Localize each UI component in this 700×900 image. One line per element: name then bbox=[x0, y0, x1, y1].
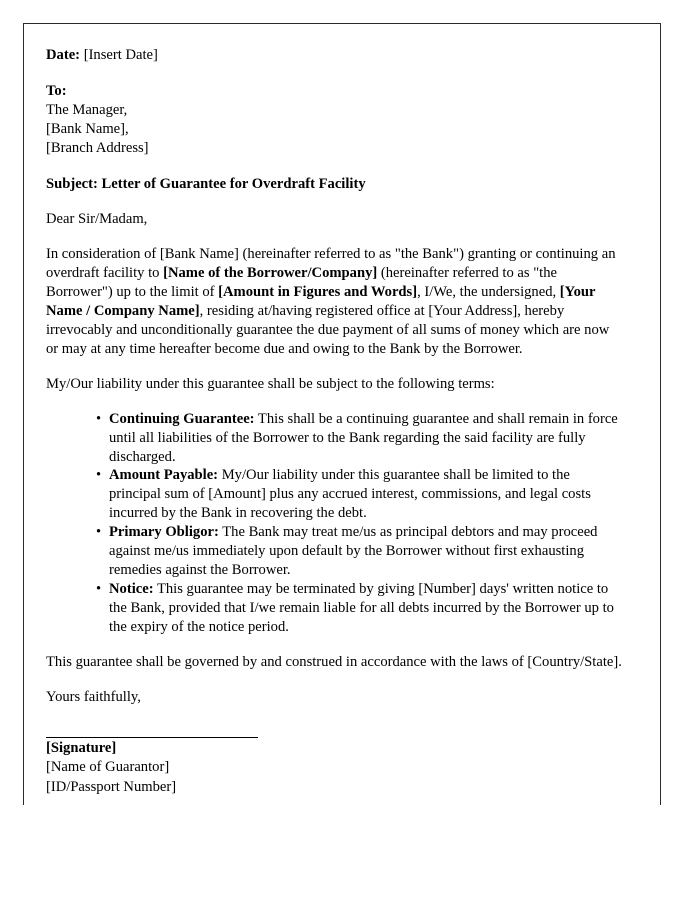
term-text: This guarantee may be terminated by giving [Number] days' written notice to the Bank, provided that I/we remain liable for all debts incurred by the Borrower up to the expiry of the notice period. bbox=[109, 581, 614, 636]
list-item bbox=[46, 523, 623, 580]
closing-line: Yours faithfully, bbox=[46, 689, 141, 706]
term-label: Continuing Guarantee: bbox=[109, 410, 255, 427]
terms-intro: My/Our liability under this guarantee shall be subject to the following terms: bbox=[46, 375, 495, 392]
term-text: This shall be a continuing guarantee and shall remain in force until all liabilities of the Borrower to the Bank regarding the said facility are fully discharged. bbox=[109, 410, 618, 465]
date-value: [Insert Date] bbox=[83, 47, 158, 63]
borrower-name-placeholder: [Name of the Borrower/Company] bbox=[163, 264, 378, 281]
signature-placeholder: [Signature] bbox=[46, 740, 117, 757]
term-label: Notice: bbox=[109, 581, 154, 598]
recipient-line-2: [Bank Name], bbox=[46, 120, 129, 137]
recipient-line-1: The Manager, bbox=[46, 101, 128, 118]
signature-rule bbox=[46, 737, 258, 738]
intro-segment-1: In consideration of [Bank Name] (hereinafter referred to as "the Bank") granting or continuing an overdraft facility to bbox=[46, 245, 616, 281]
bullet-icon: • bbox=[96, 581, 102, 598]
letter-page bbox=[23, 23, 661, 805]
list-item bbox=[46, 466, 623, 523]
date-label: Date: bbox=[46, 47, 81, 63]
recipient-block bbox=[46, 82, 623, 158]
guarantor-name-placeholder: [Your Name / Company Name] bbox=[46, 283, 596, 319]
amount-placeholder: [Amount in Figures and Words] bbox=[218, 283, 418, 300]
bullet-icon: • bbox=[96, 410, 102, 427]
intro-segment-3: , I/We, the undersigned, bbox=[417, 283, 560, 300]
intro-segment-4: , residing at/having registered office at [Your Address], hereby irrevocably and unconditionally guarantee the due payment of all sums of money which are now or may at any time hereafter become due and owing to the Bank by the Borrower. bbox=[46, 302, 610, 357]
term-label: Amount Payable: bbox=[109, 467, 219, 484]
term-label: Primary Obligor: bbox=[109, 524, 219, 541]
bullet-icon: • bbox=[96, 524, 102, 541]
term-text: The Bank may treat me/us as principal debtors and may proceed against me/us immediately upon default by the Borrower without first exhausting remedies against the Borrower. bbox=[109, 524, 598, 579]
terms-list bbox=[46, 410, 623, 638]
letter-body bbox=[24, 24, 660, 797]
governing-law-paragraph: This guarantee shall be governed by and construed in accordance with the laws of [Country/State]. bbox=[46, 654, 622, 671]
recipient-line-3: [Branch Address] bbox=[46, 139, 149, 156]
subject-line: Subject: Letter of Guarantee for Overdraft Facility bbox=[46, 175, 366, 192]
bullet-icon: • bbox=[96, 467, 102, 484]
guarantor-name-line: [Name of Guarantor] bbox=[46, 759, 170, 776]
list-item bbox=[46, 580, 623, 637]
date-line bbox=[46, 46, 623, 65]
guarantor-id-line: [ID/Passport Number] bbox=[46, 778, 177, 795]
term-text: My/Our liability under this guarantee shall be limited to the principal sum of [Amount] plus any accrued interest, commissions, and legal costs incurred by the Bank in recovering the debt. bbox=[109, 467, 591, 522]
intro-paragraph bbox=[46, 245, 623, 359]
salutation: Dear Sir/Madam, bbox=[46, 210, 148, 227]
list-item bbox=[46, 410, 623, 467]
recipient-label: To: bbox=[46, 82, 67, 99]
intro-segment-2: (hereinafter referred to as "the Borrower") up to the limit of bbox=[46, 264, 558, 300]
